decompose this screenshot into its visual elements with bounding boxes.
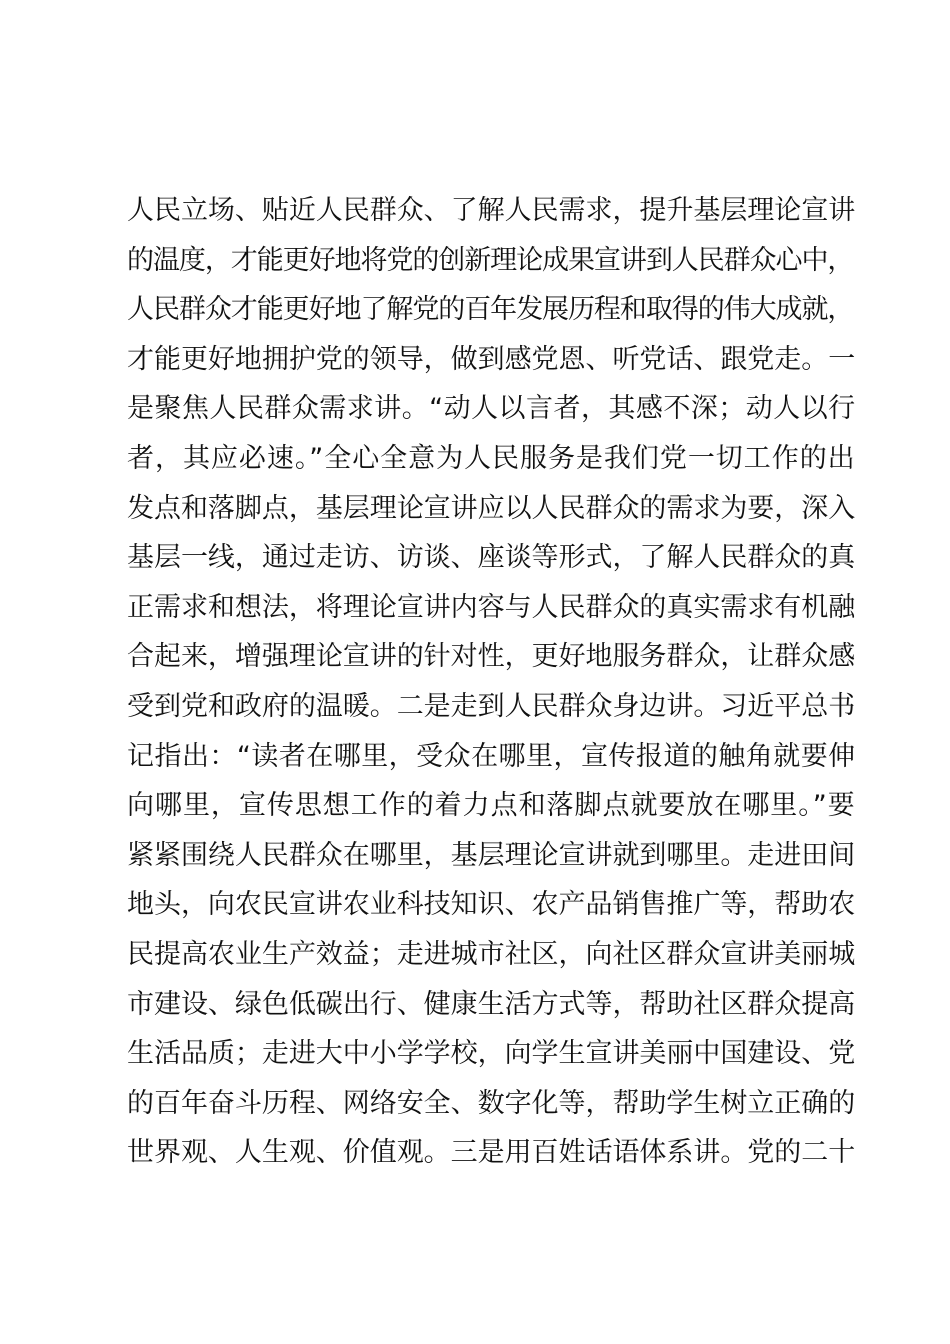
text-line: 基层一线，通过走访、访谈、座谈等形式，了解人民群众的真 (127, 542, 856, 574)
text-line: 合起来，增强理论宣讲的针对性，更好地服务群众，让群众感 (127, 641, 856, 673)
text-line: 人民群众才能更好地了解党的百年发展历程和取得的伟大成就， (127, 294, 854, 326)
text-line: 的百年奋斗历程、网络安全、数字化等，帮助学生树立正确的 (127, 1087, 856, 1119)
text-line: 人民立场、贴近人民群众、了解人民需求，提升基层理论宣讲 (127, 195, 856, 226)
text-line: 受到党和政府的温暖。二是走到人民群众身边讲。习近平总书 (127, 690, 856, 722)
text-line: 地头，向农民宣讲农业科技知识、农产品销售推广等，帮助农 (127, 889, 856, 921)
text-line: 者，其应必速。”全心全意为人民服务是我们党一切工作的出 (127, 442, 856, 474)
text-line: 向哪里，宣传思想工作的着力点和落脚点就要放在哪里。”要 (127, 790, 856, 822)
text-line: 的温度，才能更好地将党的创新理论成果宣讲到人民群众心中， (127, 244, 854, 276)
text-line: 是聚焦人民群众需求讲。“动人以言者，其感不深；动人以行 (127, 393, 856, 425)
text-line: 民提高农业生产效益；走进城市社区，向社区群众宣讲美丽城 (127, 938, 856, 970)
text-line: 正需求和想法，将理论宣讲内容与人民群众的真实需求有机融 (127, 591, 856, 623)
text-line: 世界观、人生观、价值观。三是用百姓话语体系讲。党的二十 (127, 1137, 856, 1169)
text-line: 生活品质；走进大中小学学校，向学生宣讲美丽中国建设、党 (127, 1038, 856, 1070)
text-line: 紧紧围绕人民群众在哪里，基层理论宣讲就到哪里。走进田间 (127, 839, 856, 871)
text-line: 发点和落脚点，基层理论宣讲应以人民群众的需求为要，深入 (127, 492, 856, 524)
body-text (127, 186, 867, 1178)
text-line: 才能更好地拥护党的领导，做到感党恩、听党话、跟党走。一 (127, 343, 856, 375)
text-line: 市建设、绿色低碳出行、健康生活方式等，帮助社区群众提高 (127, 988, 856, 1020)
text-line: 记指出：“读者在哪里，受众在哪里，宣传报道的触角就要伸 (127, 740, 856, 772)
